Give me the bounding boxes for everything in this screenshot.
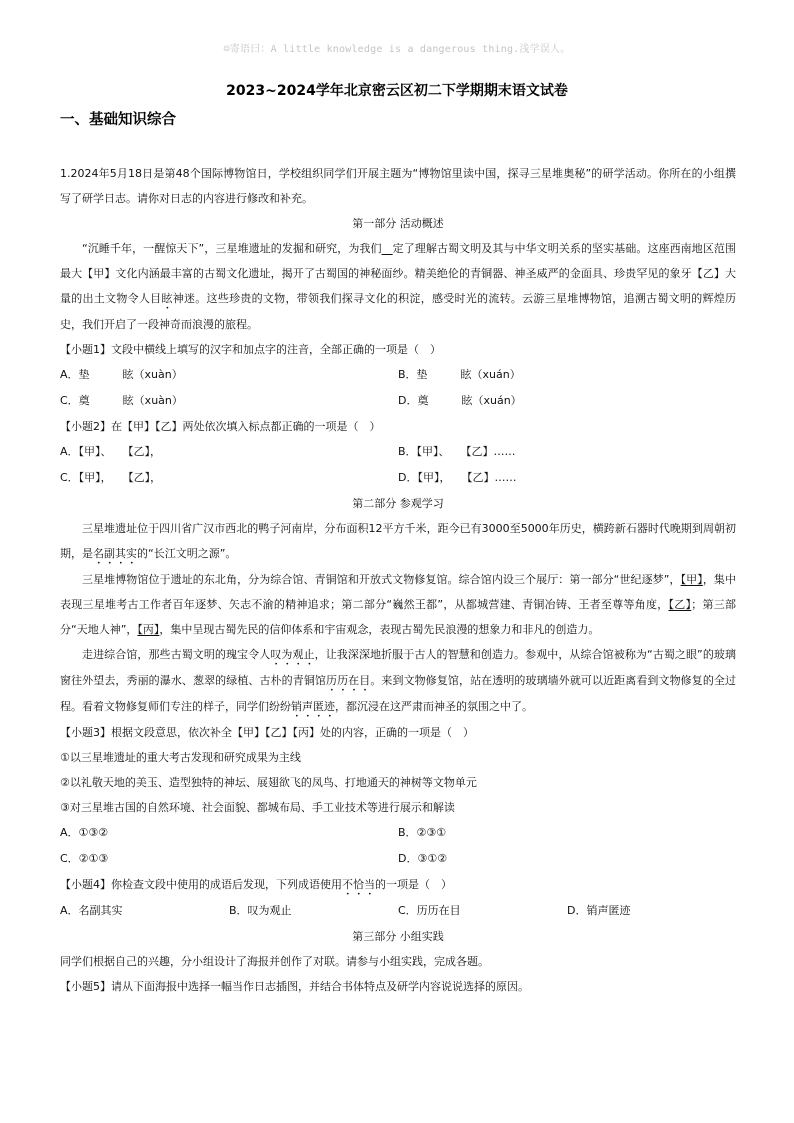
part3-intro: 同学们根据自己的兴趣，分小组设计了海报并创作了对联。请参与小组实践，完成各题。 <box>60 955 489 968</box>
subquestion-2-stem: 【小题2】在【甲】【乙】两处依次填入标点都正确的一项是（ ） <box>60 420 381 433</box>
subquestion-3-item: ③对三星堆古国的自然环境、社会面貌、都城布局、手工业技术等进行展示和解读 <box>60 801 455 814</box>
part2-paragraph-1: 三星堆遗址位于四川省广汉市西北的鸭子河南岸，分布面积12平方千米，距今已有3000至5000年历史，横跨新石器时代晚期到周朝初期，是名副其实的“长江文明之源”。 <box>60 522 736 560</box>
option-d[interactable]: D．【甲】， 【乙】…… <box>398 471 517 484</box>
dotted-idiom: 叹为观止 <box>270 648 315 661</box>
dotted-idiom: 历历在目 <box>326 674 371 687</box>
option-c[interactable]: C．历历在目 <box>398 904 461 917</box>
subquestion-4-options <box>60 898 736 924</box>
option-c[interactable]: C．奠 眩（xuàn） <box>60 394 183 407</box>
blank-bing[interactable]: 【丙】 <box>137 623 160 636</box>
part3-heading: 第三部分 小组实践 <box>352 930 444 943</box>
dotted-char: 眩 <box>161 292 173 305</box>
option-b[interactable]: B．②③① <box>398 826 447 839</box>
option-a[interactable]: A．①③② <box>60 826 109 839</box>
part2-paragraph-3: 走进综合馆，那些古蜀文明的瑰宝令人叹为观止，让我深深地折服于古人的智慧和创造力。参观中，从综合馆被称为“古蜀之眼”的玻璃窗往外望去，秀丽的瀑水、葱翠的绿植、古朴的青铜馆历历在目。来到文物修复馆，站在透明的玻璃墙外就可以近距离看到文物修复的全过程。看着文物修复师们专注的样子，同学们纷纷销声匿迹，都沉浸在这严肃而神圣的氛围之中了。 <box>60 648 737 713</box>
part2-paragraph-2: 三星堆博物馆位于遗址的东北角，分为综合馆、青铜馆和开放式文物修复馆。综合馆内设三个展厅：第一部分“世纪逐梦”，【甲】，集中表现三星堆考古工作者百年逐梦、矢志不渝的精神追求；第二部分“巍然王都”，从都城营建、青铜冶铸、王者至尊等角度，【乙】；第三部分“天地人神”，【丙】，集中呈现古蜀先民的信仰体系和宇宙观念，表现古蜀先民浪漫的想象力和非凡的创造力。 <box>60 573 737 636</box>
subquestion-3-options <box>60 820 736 846</box>
option-c[interactable]: C．②①③ <box>60 852 109 865</box>
subquestion-2-options <box>60 465 736 491</box>
blank-yi[interactable]: 【乙】 <box>668 598 692 611</box>
option-b[interactable]: B．叹为观止 <box>229 904 292 917</box>
subquestion-4-stem: 【小题4】你检查文段中使用的成语后发现，下列成语使用不恰当的一项是（ ） <box>60 878 452 891</box>
subquestion-1-options <box>60 388 736 414</box>
dotted-idiom: 名副其实 <box>93 547 137 560</box>
subquestion-2-options <box>60 439 736 465</box>
subquestion-3-item: ②以礼敬天地的美玉、造型独特的神坛、展翅欲飞的凤鸟、打地通天的神树等文物单元 <box>60 776 477 789</box>
subquestion-1-options <box>60 362 736 388</box>
subquestion-3-options <box>60 846 736 872</box>
part1-heading: 第一部分 活动概述 <box>352 217 444 230</box>
option-b[interactable]: B．【甲】、 【乙】…… <box>398 445 516 458</box>
subquestion-3-item: ①以三星堆遗址的重大考古发现和研究成果为主线 <box>60 751 301 764</box>
subquestion-5-stem: 【小题5】请从下面海报中选择一幅当作日志插图，并结合书体特点及研学内容说说选择的原因。 <box>60 980 529 993</box>
content <box>60 161 736 999</box>
blank-jia[interactable]: 【甲】 <box>680 573 703 586</box>
question-intro: 1.2024年5月18日是第48个国际博物馆日，学校组织同学们开展主题为“博物馆里读中国，探寻三星堆奥秘”的研学活动。你所在的小组撰写了研学日志。请你对日志的内容进行修改和补充。 <box>60 167 736 205</box>
option-d[interactable]: D．③①② <box>398 852 448 865</box>
option-a[interactable]: A．垫 眩（xuàn） <box>60 368 183 381</box>
page-title: 2023~2024学年北京密云区初二下学期期末语文试卷 <box>226 83 568 99</box>
subquestion-3-stem: 【小题3】根据文段意思，依次补全【甲】【乙】【丙】处的内容，正确的一项是（ ） <box>60 726 474 739</box>
part1-paragraph: “沉睡千年，一醒惊天下”，三星堆遗址的发掘和研究，为我们 定了理解古蜀文明及其与中华文明关系的坚实基础。这座西南地区范围最大【甲】文化内涵最丰富的古蜀文化遗址，揭开了古蜀国的神秘面纱。精美绝伦的青铜器、神圣威严的金面具、珍贵罕见的象牙【乙】大量的出土文物令人目眩神迷。这些珍贵的文物，带领我们探寻文化的积淀，感受时光的流转。云游三星堆博物馆，追溯古蜀文明的辉煌历史，我们开启了一段神奇而浪漫的旅程。 <box>60 242 737 331</box>
section-heading: 一、基础知识综合 <box>60 111 176 128</box>
option-d[interactable]: D．奠 眩（xuán） <box>398 394 522 407</box>
subquestion-1-stem: 【小题1】文段中横线上填写的汉字和加点字的注音，全部正确的一项是（ ） <box>60 343 441 356</box>
dotted-word: 不恰当 <box>342 878 375 891</box>
option-d[interactable]: D．销声匿迹 <box>567 904 631 917</box>
option-a[interactable]: A．【甲】、 【乙】， <box>60 445 162 458</box>
option-a[interactable]: A．名副其实 <box>60 904 123 917</box>
part2-heading: 第二部分 参观学习 <box>352 497 444 510</box>
option-b[interactable]: B．垫 眩（xuán） <box>398 368 521 381</box>
motto-watermark: ☺寄语曰：A little knowledge is a dangerous thing.浅学误人。 <box>223 44 571 55</box>
fill-blank[interactable] <box>382 242 393 255</box>
option-c[interactable]: C．【甲】， 【乙】， <box>60 471 162 484</box>
dotted-idiom: 销声匿迹 <box>291 700 335 713</box>
